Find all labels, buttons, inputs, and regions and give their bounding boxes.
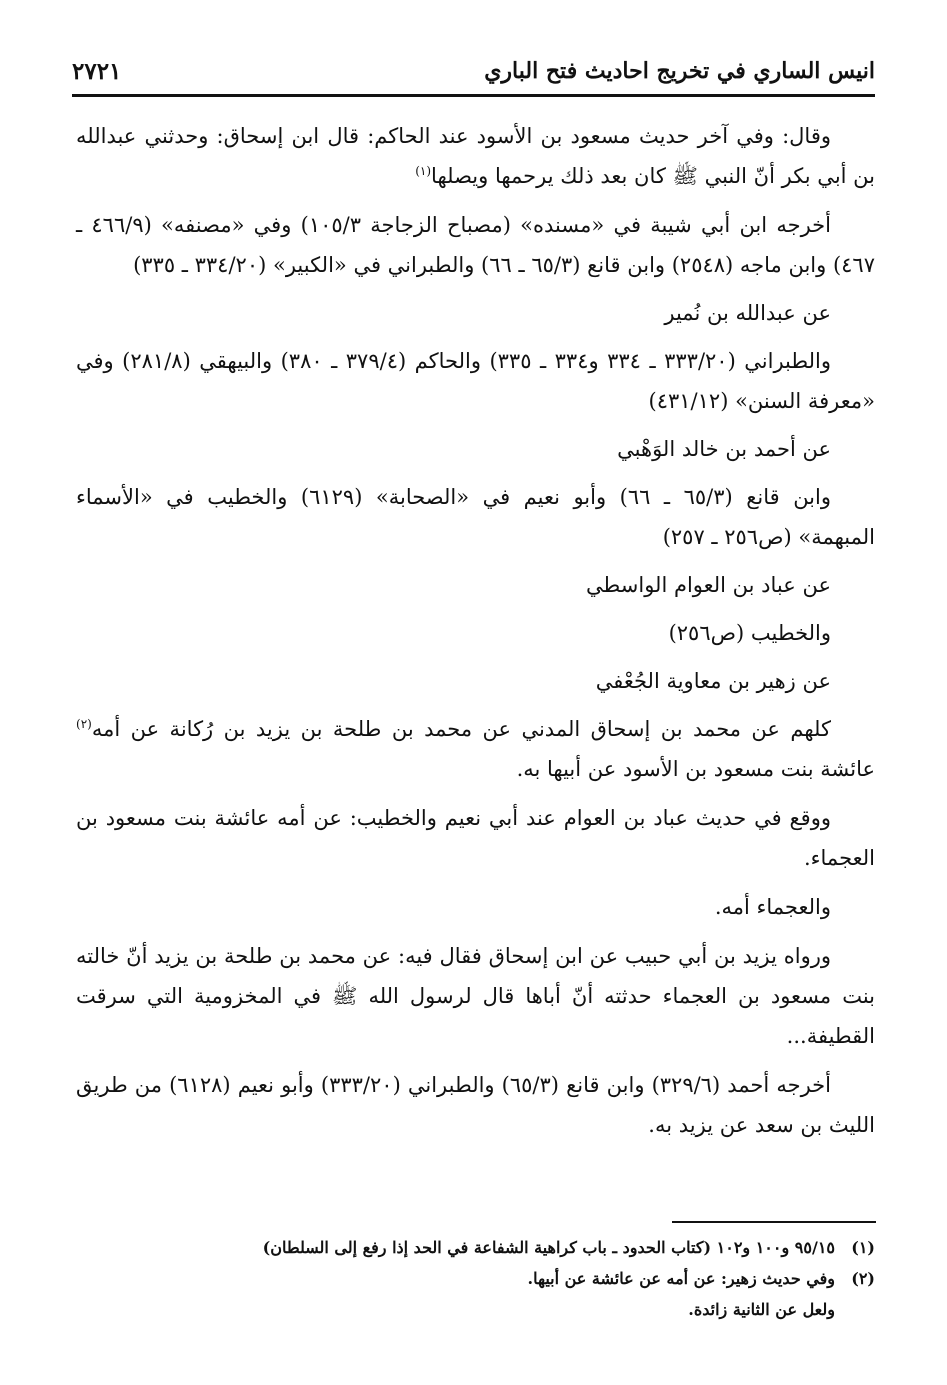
- paragraph-text: عن أحمد بن خالد الوَهْبي: [617, 437, 831, 461]
- footnote-ref: (١): [415, 164, 432, 178]
- paragraph-text: أخرجه أحمد (٣٢٩/٦) وابن قانع (٦٥/٣) والطبراني (٣٣٣/٢٠) وأبو نعيم (٦١٢٨) من طريق الليث بن سعد عن يزيد به.: [76, 1073, 875, 1137]
- paragraph: [76, 565, 875, 605]
- page-number: ٢٧٢١: [72, 58, 122, 85]
- paragraph-text: وابن قانع (٦٥/٣ ـ ٦٦) وأبو نعيم في «الصحابة» (٦١٢٩) والخطيب في «الأسماء المبهمة» (ص٢٥٦ ـ ٢٥٧): [76, 485, 875, 549]
- footnote-continuation: [76, 1294, 875, 1325]
- footnote-text: ولعل عن الثانية زائدة.: [688, 1300, 835, 1319]
- paragraph-text: أخرجه ابن أبي شيبة في «مسنده» (مصباح الزجاجة ١٠٥/٣) وفي «مصنفه» (٤٦٦/٩ ـ ٤٦٧) وابن ماجه (٢٥٤٨) وابن قانع (٦٥/٣ ـ ٦٦) والطبراني في «الكبير» (٣٣٤/٢٠ ـ ٣٣٥): [76, 213, 875, 277]
- paragraph-text: والخطيب (ص٢٥٦): [668, 621, 831, 645]
- paragraph: [76, 798, 875, 878]
- paragraph: [76, 293, 875, 333]
- paragraph: [76, 116, 875, 196]
- paragraph-text: عن عبدالله بن نُمير: [664, 301, 831, 325]
- paragraph: [76, 429, 875, 469]
- main-text: [76, 116, 875, 1154]
- footnote: [76, 1263, 875, 1294]
- footnote-text: ٩٥/١٥ و١٠٠ و١٠٢ (كتاب الحدود ـ باب كراهية الشفاعة في الحد إذا رفع إلى السلطان): [262, 1238, 835, 1257]
- paragraph-text: عن زهير بن معاوية الجُعْفي: [595, 669, 831, 693]
- paragraph: [76, 613, 875, 653]
- footnote-ref: (٢): [76, 717, 92, 731]
- paragraph: [76, 477, 875, 557]
- paragraph: [76, 936, 875, 1056]
- paragraph-text: ورواه يزيد بن أبي حبيب عن ابن إسحاق فقال فيه: عن محمد بن طلحة بن يزيد أنّ خالته بنت مسعود بن العجماء حدثته أنّ أباها قال لرسول الله ﷺ في المخزومية التي سرقت القطيفة...: [76, 944, 875, 1048]
- paragraph: [76, 887, 875, 927]
- footnote-rule: [672, 1221, 876, 1223]
- paragraph-text: والطبراني (٣٣٣/٢٠ ـ ٣٣٤ و٣٣٤ ـ ٣٣٥) والحاكم (٣٧٩/٤ ـ ٣٨٠) والبيهقي (٢٨١/٨) وفي «معرفة السنن» (٤٣١/١٢): [76, 349, 875, 413]
- footnote-text: وفي حديث زهير: عن أمه عن عائشة عن أبيها.: [527, 1269, 835, 1288]
- paragraph-text: ووقع في حديث عباد بن العوام عند أبي نعيم والخطيب: عن أمه عائشة بنت مسعود بن العجماء.: [76, 806, 875, 870]
- paragraph: [76, 661, 875, 701]
- paragraph-text: وقال: وفي آخر حديث مسعود بن الأسود عند الحاكم: قال ابن إسحاق: وحدثني عبدالله بن أبي بكر أنّ النبي ﷺ كان بعد ذلك يرحمها ويصلها: [76, 124, 875, 188]
- paragraph: [76, 205, 875, 285]
- paragraph-text: كلهم عن محمد بن إسحاق المدني عن محمد بن طلحة بن يزيد بن رُكانة عن أمه: [91, 717, 831, 741]
- paragraph-text: عن عباد بن العوام الواسطي: [586, 573, 831, 597]
- paragraph-text: عائشة بنت مسعود بن الأسود عن أبيها به.: [516, 757, 875, 781]
- footnote-number: (١): [851, 1238, 875, 1257]
- paragraph-text: والعجماء أمه.: [714, 895, 831, 919]
- page-header: [72, 52, 875, 98]
- footnote-number: (٢): [851, 1269, 875, 1288]
- footnotes: [76, 1232, 875, 1325]
- paragraph: [76, 709, 875, 789]
- footnote: [76, 1232, 875, 1263]
- paragraph: [76, 341, 875, 421]
- paragraph: [76, 1065, 875, 1145]
- header-rule: [72, 94, 875, 97]
- running-title: انيس الساري في تخريج احاديث فتح الباري: [484, 58, 875, 84]
